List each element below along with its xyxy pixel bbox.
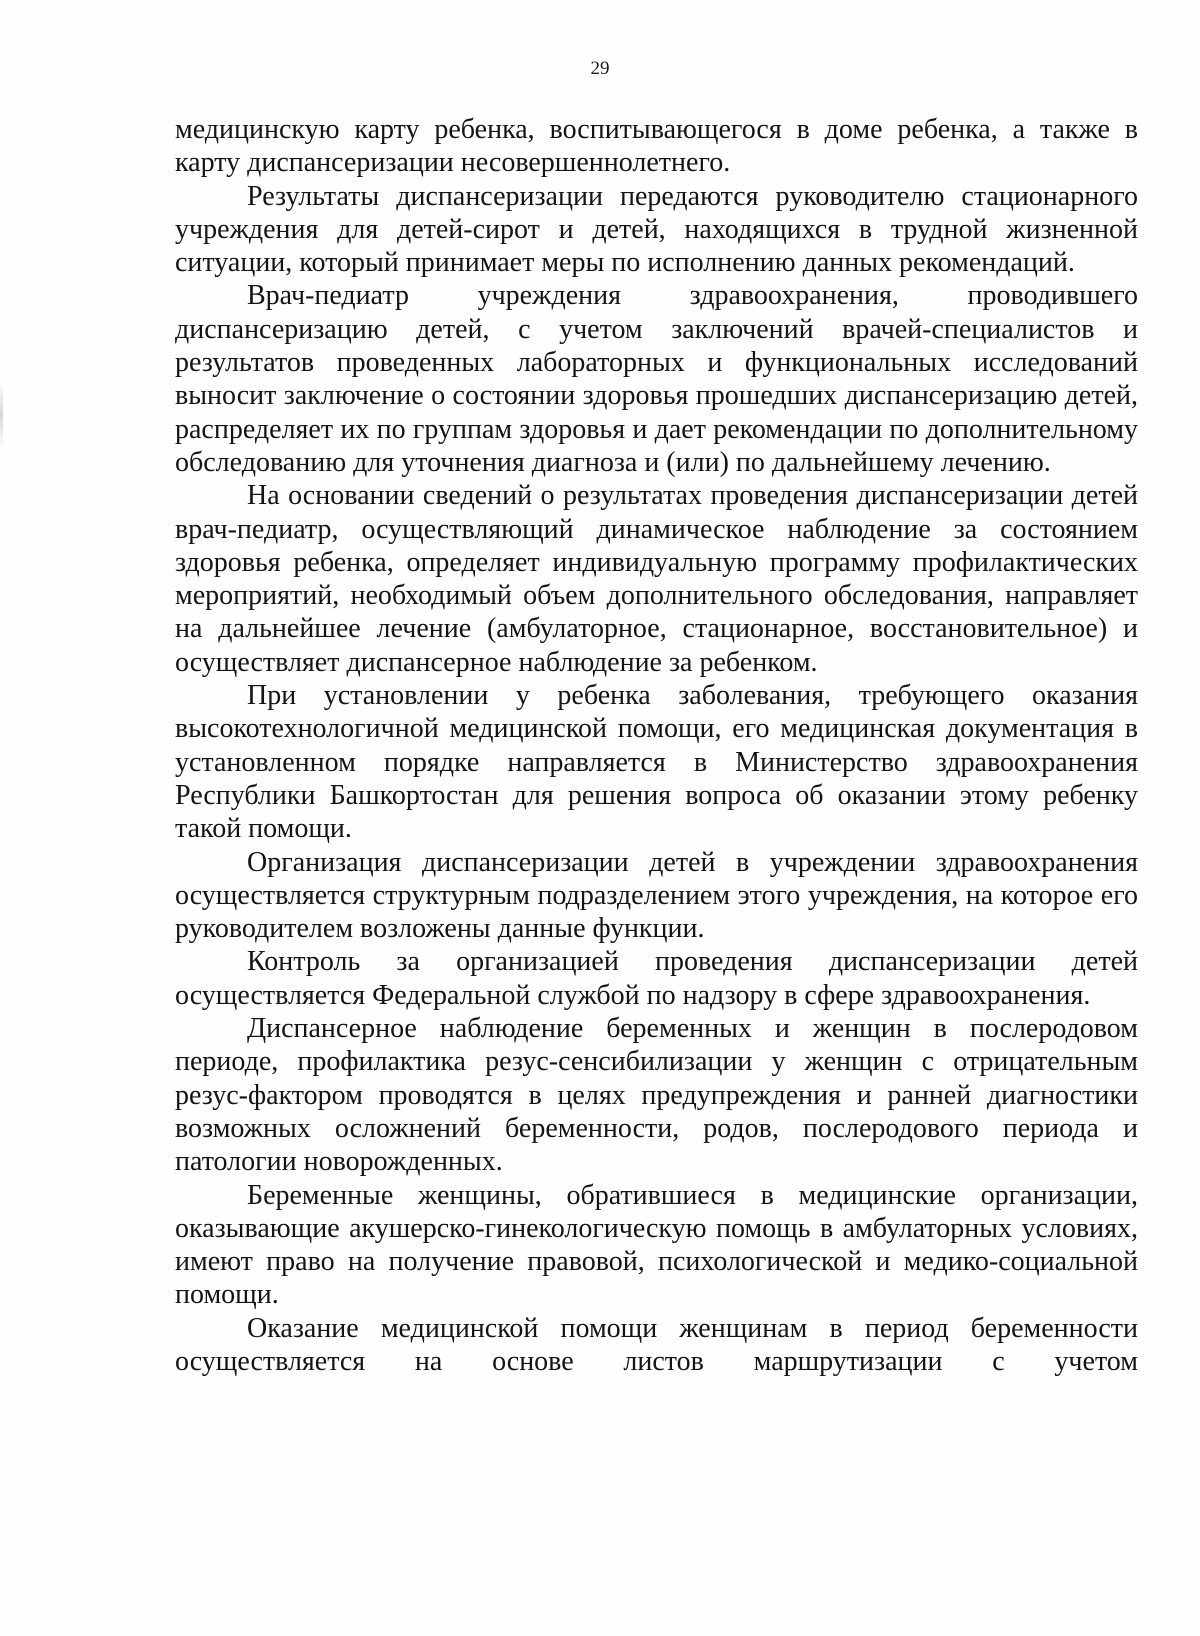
document-body xyxy=(175,113,1138,1378)
paragraph-pediatrician: Врач-педиатр учреждения здравоохранения, проводившего диспансеризацию детей, с учетом заключений врачей-специалистов и результатов проведенных лабораторных и функциональных исследований выносит заключение о состоянии здоровья прошедших диспансеризацию детей, распределяет их по группам здоровья и дает рекомендации по дополнительному обследованию для уточнения диагноза и (или) по дальнейшему лечению. xyxy=(175,280,1138,478)
paragraph-high-tech-care: При установлении у ребенка заболевания, требующего оказания высокотехнологичной медицинской помощи, его медицинская документация в установленном порядке направляется в Министерство здравоохранения Республики Башкортостан для решения вопроса об оказании этому ребенку такой помощи. xyxy=(175,680,1138,845)
paragraph-pregnancy-observation: Диспансерное наблюдение беременных и женщин в послеродовом периоде, профилактика резус-сенсибилизации у женщин с отрицательным резус-фактором проводятся в целях предупреждения и ранней диагностики возможных осложнений беременности, родов, послеродового периода и патологии новорожденных. xyxy=(175,1013,1138,1178)
paragraph-results: Результаты диспансеризации передаются руководителю стационарного учреждения для детей-сирот и детей, находящихся в трудной жизненной ситуации, который принимает меры по исполнению данных рекомендаций. xyxy=(175,180,1138,279)
scan-edge-mark xyxy=(0,380,3,450)
page-number: 29 xyxy=(590,58,610,79)
paragraph-organization: Организация диспансеризации детей в учреждении здравоохранения осуществляется структурным подразделением этого учреждения, на которое его руководителем возложены данные функции. xyxy=(175,846,1138,945)
paragraph-pregnant-rights: Беременные женщины, обратившиеся в медицинские организации, оказывающие акушерско-гинекологическую помощь в амбулаторных условиях, имеют право на получение правовой, психологической и медико-социальной помощи. xyxy=(175,1179,1138,1311)
paragraph-monitoring: На основании сведений о результатах проведения диспансеризации детей врач-педиатр, осуществляющий динамическое наблюдение за состоянием здоровья ребенка, определяет индивидуальную программу профилактических мероприятий, необходимый объем дополнительного обследования, направляет на дальнейшее лечение (амбулаторное, стационарное, восстановительное) и осуществляет диспансерное наблюдение за ребенком. xyxy=(175,480,1138,678)
paragraph-routing: Оказание медицинской помощи женщинам в период беременности осуществляется на основе листов маршрутизации с учетом xyxy=(175,1312,1138,1377)
paragraph-continuation: медицинскую карту ребенка, воспитывающегося в доме ребенка, а также в карту диспансеризации несовершеннолетнего. xyxy=(175,114,1138,179)
paragraph-control: Контроль за организацией проведения диспансеризации детей осуществляется Федеральной службой по надзору в сфере здравоохранения. xyxy=(175,946,1138,1011)
